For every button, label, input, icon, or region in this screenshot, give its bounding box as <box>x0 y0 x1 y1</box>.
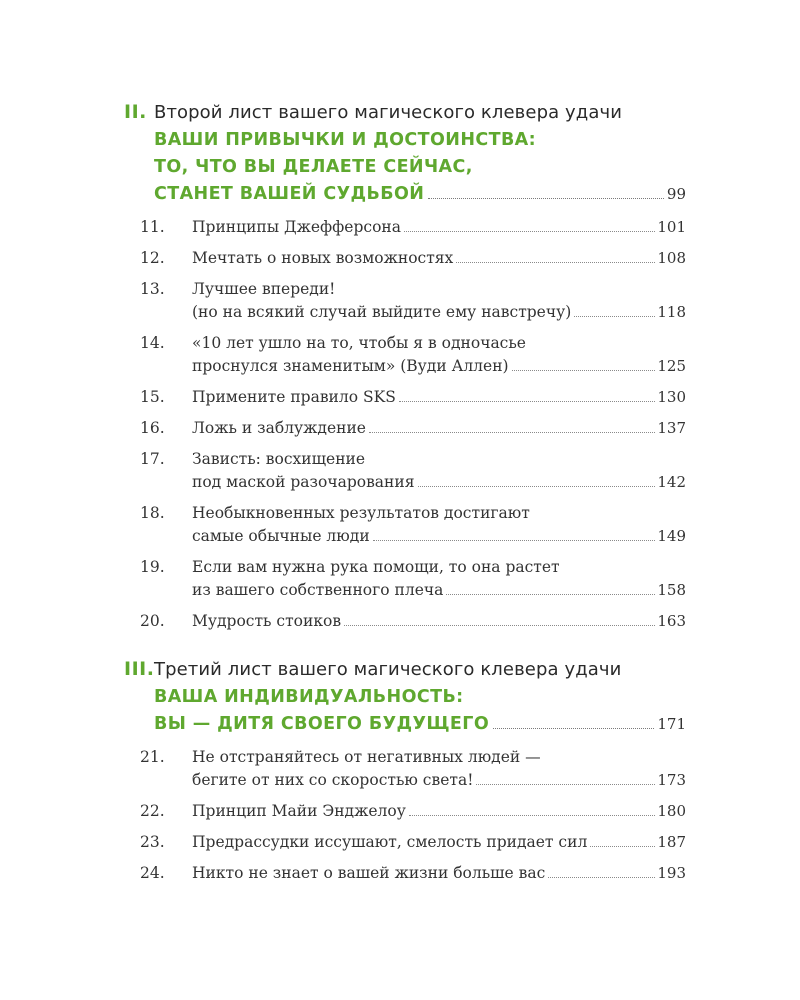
entry-title-line: Мечтать о новых возможностях <box>192 249 454 267</box>
entry-title-line: Если вам нужна рука помощи, то она растет <box>192 558 560 576</box>
entry-number: 24. <box>140 864 165 882</box>
leader-dots <box>428 198 664 199</box>
entry-title-line: бегите от них со скоростью света! <box>192 771 474 789</box>
entry-title-line: Необыкновенных результатов достигают <box>192 504 530 522</box>
entry-title-line: Принципы Джефферсона <box>192 218 401 236</box>
page-number: 137 <box>657 419 686 437</box>
entry-number: 21. <box>140 748 165 766</box>
part-subtitle: Третий лист вашего магического клевера удачи <box>154 659 622 680</box>
leader-dots <box>399 401 656 402</box>
entry-title-line: Лучшее впереди! <box>192 280 336 298</box>
toc-entries <box>124 216 686 633</box>
part-numeral: II. <box>124 101 147 123</box>
entry-title-line: Предрассудки иссушают, смелость придает сил <box>192 833 588 851</box>
entry-title-line: «10 лет ушло на то, чтобы я в одночасье <box>192 334 526 352</box>
leader-dots <box>548 877 655 878</box>
leader-dots <box>369 432 655 433</box>
page-number: 99 <box>666 185 686 203</box>
entry-title-line: под маской разочарования <box>192 473 415 491</box>
page-number: 158 <box>657 581 686 599</box>
entry-number: 15. <box>140 388 165 406</box>
entry-title-line: Никто не знает о вашей жизни больше вас <box>192 864 546 882</box>
part-title-line-with-page <box>154 181 686 208</box>
part-title-line: ВЫ — ДИТЯ СВОЕГО БУДУЩЕГО <box>154 714 490 734</box>
entry-number: 20. <box>140 612 165 630</box>
part-heading <box>124 101 686 123</box>
part-title <box>154 684 686 738</box>
page-number: 149 <box>657 527 686 545</box>
page-number: 108 <box>657 249 686 267</box>
entry-title-line: проснулся знаменитым» (Вуди Аллен) <box>192 357 509 375</box>
part-title-line: ВАША ИНДИВИДУАЛЬНОСТЬ: <box>154 687 464 707</box>
entry-title-line: Принцип Майи Энджелоу <box>192 802 406 820</box>
page-number: 163 <box>657 612 686 630</box>
toc-part-2 <box>124 101 686 633</box>
toc-entry[interactable] <box>124 502 686 548</box>
toc-entry[interactable] <box>124 862 686 885</box>
leader-dots <box>476 784 655 785</box>
page-number: 180 <box>657 802 686 820</box>
leader-dots <box>446 594 655 595</box>
toc-entry[interactable] <box>124 278 686 324</box>
entry-title-line: Зависть: восхищение <box>192 450 366 468</box>
leader-dots <box>409 815 656 816</box>
toc-entry[interactable] <box>124 831 686 854</box>
toc-entry[interactable] <box>124 216 686 239</box>
leader-dots <box>456 262 655 263</box>
leader-dots <box>512 370 656 371</box>
page-number: 193 <box>657 864 686 882</box>
leader-dots <box>418 486 656 487</box>
page-number: 101 <box>657 218 686 236</box>
toc-entries <box>124 746 686 885</box>
page-number: 171 <box>657 715 686 733</box>
leader-dots <box>404 231 655 232</box>
toc-part-3 <box>124 658 686 885</box>
part-title <box>154 127 686 208</box>
entry-title-line: Не отстраняйтесь от негативных людей — <box>192 748 541 766</box>
page-number: 125 <box>657 357 686 375</box>
part-title-line: СТАНЕТ ВАШЕЙ СУДЬБОЙ <box>154 184 425 204</box>
leader-dots <box>344 625 655 626</box>
leader-dots <box>590 846 655 847</box>
entry-title-line: из вашего собственного плеча <box>192 581 444 599</box>
entry-number: 23. <box>140 833 165 851</box>
entry-title-line: самые обычные люди <box>192 527 370 545</box>
leader-dots <box>373 540 656 541</box>
page-number: 130 <box>657 388 686 406</box>
part-title-line: ТО, ЧТО ВЫ ДЕЛАЕТЕ СЕЙЧАС, <box>154 157 473 177</box>
page-number: 187 <box>657 833 686 851</box>
page-number: 118 <box>657 303 686 321</box>
leader-dots <box>493 728 654 729</box>
page-number: 142 <box>657 473 686 491</box>
part-title-line: ВАШИ ПРИВЫЧКИ И ДОСТОИНСТВА: <box>154 130 537 150</box>
entry-number: 22. <box>140 802 165 820</box>
entry-number: 16. <box>140 419 165 437</box>
part-title-line-with-page <box>154 711 686 738</box>
toc-entry[interactable] <box>124 417 686 440</box>
part-heading <box>124 658 686 680</box>
part-subtitle: Второй лист вашего магического клевера удачи <box>154 102 623 123</box>
entry-title-line: (но на всякий случай выйдите ему навстречу) <box>192 303 572 321</box>
entry-number: 12. <box>140 249 165 267</box>
toc-entry[interactable] <box>124 332 686 378</box>
toc-entry[interactable] <box>124 800 686 823</box>
leader-dots <box>574 316 655 317</box>
entry-number: 11. <box>140 218 165 236</box>
toc-entry[interactable] <box>124 556 686 602</box>
toc-entry[interactable] <box>124 746 686 792</box>
entry-title-line: Мудрость стоиков <box>192 612 342 630</box>
entry-number: 19. <box>140 558 165 576</box>
entry-title-line: Примените правило SKS <box>192 388 396 406</box>
entry-number: 17. <box>140 450 165 468</box>
entry-title-line: Ложь и заблуждение <box>192 419 366 437</box>
entry-number: 14. <box>140 334 165 352</box>
entry-number: 13. <box>140 280 165 298</box>
toc-entry[interactable] <box>124 247 686 270</box>
page-number: 173 <box>657 771 686 789</box>
part-numeral: III. <box>124 658 155 680</box>
toc-entry[interactable] <box>124 448 686 494</box>
entry-number: 18. <box>140 504 165 522</box>
toc-entry[interactable] <box>124 610 686 633</box>
toc-entry[interactable] <box>124 386 686 409</box>
